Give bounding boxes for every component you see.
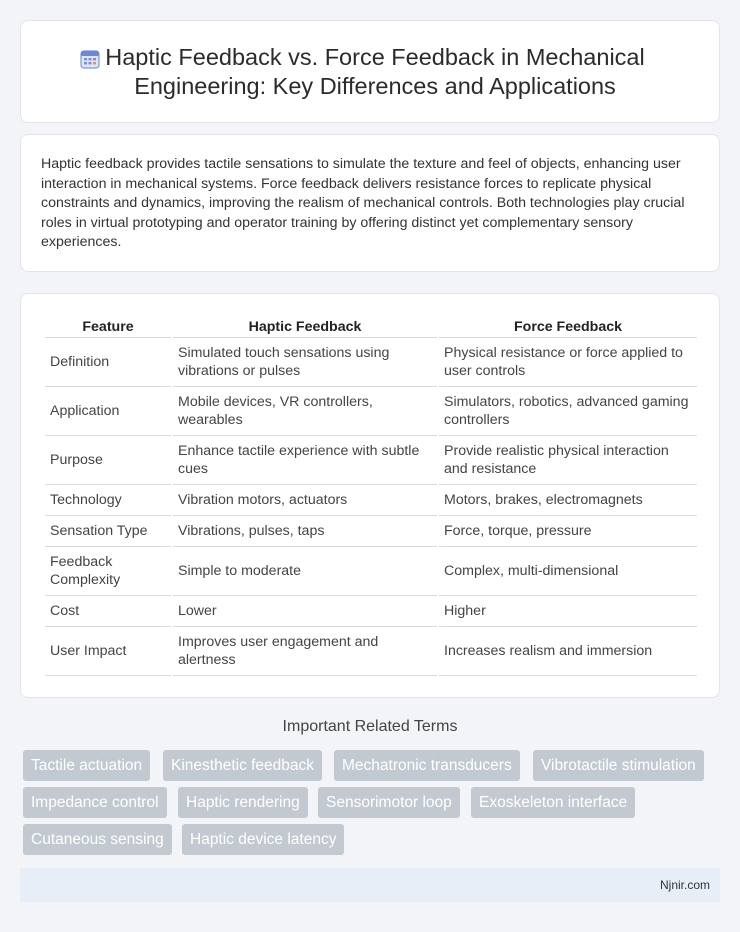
footer-site-name: Njnir.com <box>659 878 710 892</box>
page-title: Haptic Feedback vs. Force Feedback in Mechanical Engineering: Key Differences and Applications <box>105 44 645 99</box>
intro-card <box>20 134 720 272</box>
tag-tactile-actuation[interactable]: Tactile actuation <box>23 750 150 781</box>
column-header-force: Force Feedback <box>439 316 697 338</box>
tag-cutaneous-sensing[interactable]: Cutaneous sensing <box>23 824 172 855</box>
table-cell: Provide realistic physical interaction and resistance <box>439 436 697 485</box>
table-cell: Lower <box>173 596 437 627</box>
table-cell: Enhance tactile experience with subtle cues <box>173 436 437 485</box>
tag-exoskeleton-interface[interactable]: Exoskeleton interface <box>471 787 635 818</box>
tag-sensorimotor-loop[interactable]: Sensorimotor loop <box>318 787 460 818</box>
title-card <box>20 20 720 123</box>
table-row <box>45 627 697 676</box>
table-cell: Simulated touch sensations using vibrations or pulses <box>173 338 437 387</box>
table-cell: Improves user engagement and alertness <box>173 627 437 676</box>
table-cell: Sensation Type <box>45 516 171 547</box>
tag-impedance-control[interactable]: Impedance control <box>23 787 167 818</box>
table-header-row <box>45 316 697 338</box>
tag-vibrotactile-stimulation[interactable]: Vibrotactile stimulation <box>533 750 704 781</box>
table-row <box>45 387 697 436</box>
tag-mechatronic-transducers[interactable]: Mechatronic transducers <box>334 750 520 781</box>
table-cell: Vibration motors, actuators <box>173 485 437 516</box>
table-cell: Physical resistance or force applied to user controls <box>439 338 697 387</box>
table-cell: Increases realism and immersion <box>439 627 697 676</box>
table-row <box>45 485 697 516</box>
intro-paragraph: Haptic feedback provides tactile sensations to simulate the texture and feel of objects, enhancing user interaction in mechanical systems. Force feedback delivers resistance forces to replicate physical constraints and dynamics, improving the realism of mechanical controls. Both technologies play crucial roles in virtual prototyping and operator training by offering distinct yet complementary sensory experiences. <box>41 156 685 250</box>
table-cell: Motors, brakes, electromagnets <box>439 485 697 516</box>
tag-haptic-rendering[interactable]: Haptic rendering <box>178 787 308 818</box>
table-cell: Vibrations, pulses, taps <box>173 516 437 547</box>
table-cell: Application <box>45 387 171 436</box>
table-row <box>45 436 697 485</box>
table-cell: User Impact <box>45 627 171 676</box>
table-cell: Definition <box>45 338 171 387</box>
footer <box>20 868 720 902</box>
table-row <box>45 338 697 387</box>
table-cell: Feedback Complexity <box>45 547 171 596</box>
table-cell: Complex, multi-dimensional <box>439 547 697 596</box>
table-row <box>45 547 697 596</box>
related-terms-heading: Important Related Terms <box>282 718 458 735</box>
table-cell: Mobile devices, VR controllers, wearables <box>173 387 437 436</box>
table-cell: Purpose <box>45 436 171 485</box>
table-row <box>45 596 697 627</box>
table-cell: Cost <box>45 596 171 627</box>
column-header-haptic: Haptic Feedback <box>173 316 437 338</box>
table-cell: Technology <box>45 485 171 516</box>
tag-haptic-device-latency[interactable]: Haptic device latency <box>182 824 344 855</box>
table-cell: Force, torque, pressure <box>439 516 697 547</box>
tag-kinesthetic-feedback[interactable]: Kinesthetic feedback <box>163 750 322 781</box>
column-header-feature: Feature <box>45 316 171 338</box>
table-cell: Simulators, robotics, advanced gaming controllers <box>439 387 697 436</box>
table-row <box>45 516 697 547</box>
table-cell: Higher <box>439 596 697 627</box>
comparison-table <box>43 316 699 676</box>
table-cell: Simple to moderate <box>173 547 437 596</box>
comparison-table-card <box>20 293 720 698</box>
